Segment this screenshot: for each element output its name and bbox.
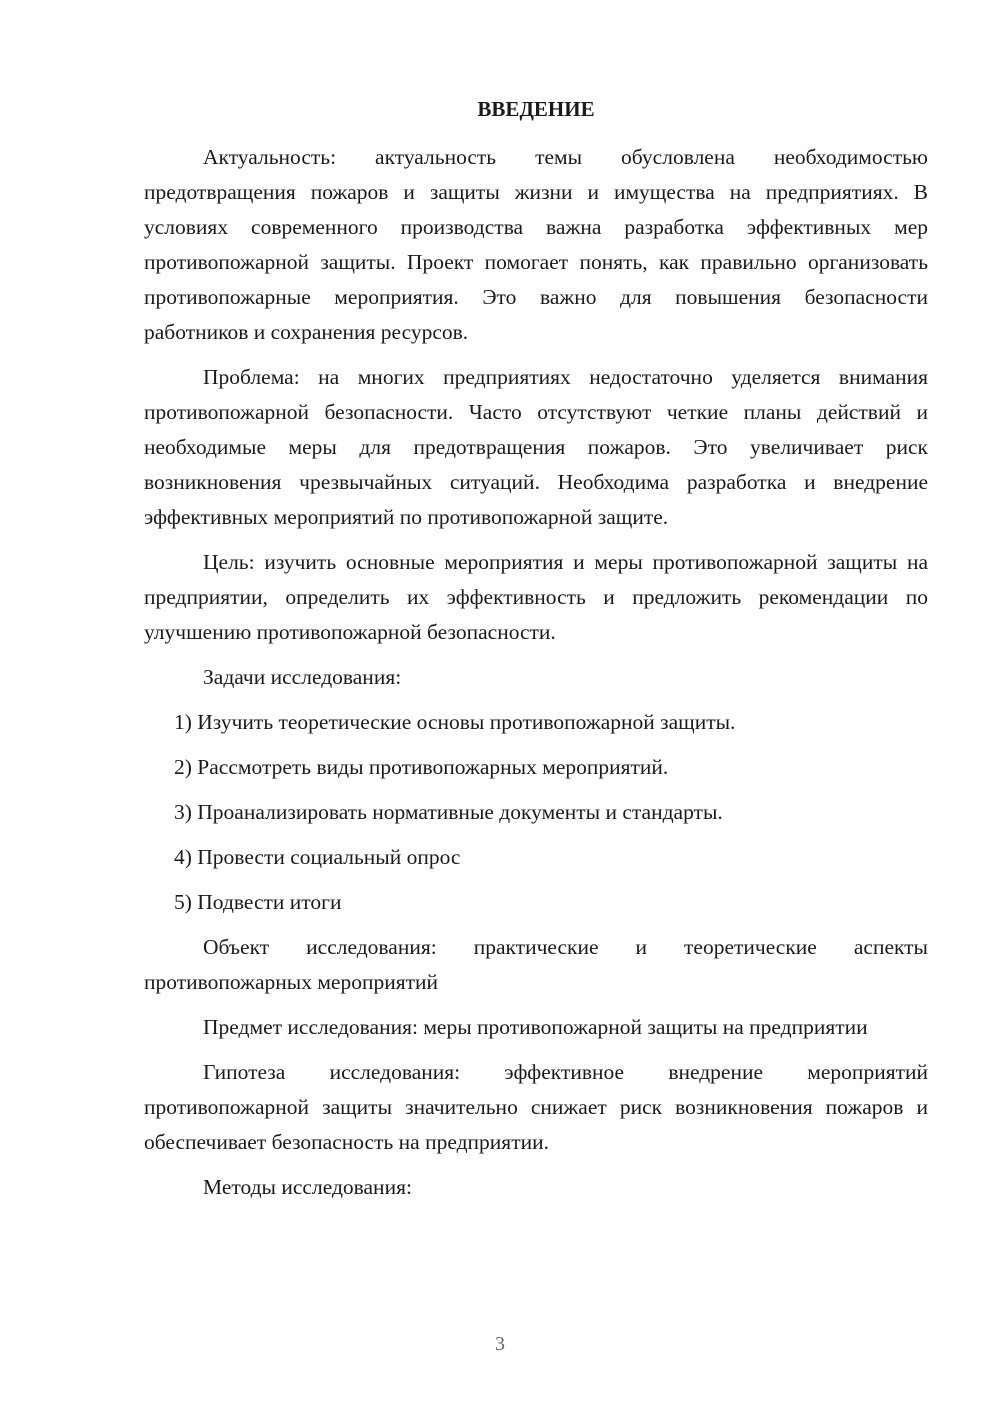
list-item: 5) Подвести итоги bbox=[174, 890, 342, 914]
methods-heading: Методы исследования: bbox=[203, 1175, 412, 1199]
list-item: 1) Изучить теоретические основы противопожарной защиты. bbox=[174, 710, 736, 734]
tasks-list bbox=[144, 705, 928, 920]
page-number: 3 bbox=[495, 1333, 505, 1355]
page-title: ВВЕДЕНИЕ bbox=[477, 97, 595, 121]
tasks-heading: Задачи исследования: bbox=[203, 665, 402, 689]
problem-paragraph: Проблема: на многих предприятиях недостаточно уделяется внимания противопожарной безопасности. Часто отсутствуют четкие планы действий и необходимые меры для предотвращения пожаров. Это увеличивает риск возникновения чрезвычайных ситуаций. Необходима разработка и внедрение эффективных мероприятий по противопожарной защите. bbox=[144, 365, 928, 529]
list-item: 4) Провести социальный опрос bbox=[174, 845, 461, 869]
list-item: 3) Проанализировать нормативные документы и стандарты. bbox=[174, 800, 723, 824]
hypothesis-paragraph: Гипотеза исследования: эффективное внедрение мероприятий противопожарной защиты значительно снижает риск возникновения пожаров и обеспечивает безопасность на предприятии. bbox=[144, 1060, 928, 1154]
goal-paragraph: Цель: изучить основные мероприятия и меры противопожарной защиты на предприятии, определить их эффективность и предложить рекомендации по улучшению противопожарной безопасности. bbox=[144, 550, 928, 644]
list-item: 2) Рассмотреть виды противопожарных мероприятий. bbox=[174, 755, 669, 779]
relevance-paragraph: Актуальность: актуальность темы обусловлена необходимостью предотвращения пожаров и защиты жизни и имущества на предприятиях. В условиях современного производства важна разработка эффективных мер противопожарной защиты. Проект помогает понять, как правильно организовать противопожарные мероприятия. Это важно для повышения безопасности работников и сохранения ресурсов. bbox=[144, 145, 928, 344]
subject-paragraph: Предмет исследования: меры противопожарной защиты на предприятии bbox=[203, 1015, 868, 1039]
object-paragraph: Объект исследования: практические и теоретические аспекты противопожарных мероприятий bbox=[144, 935, 928, 994]
document-page bbox=[144, 92, 928, 1215]
